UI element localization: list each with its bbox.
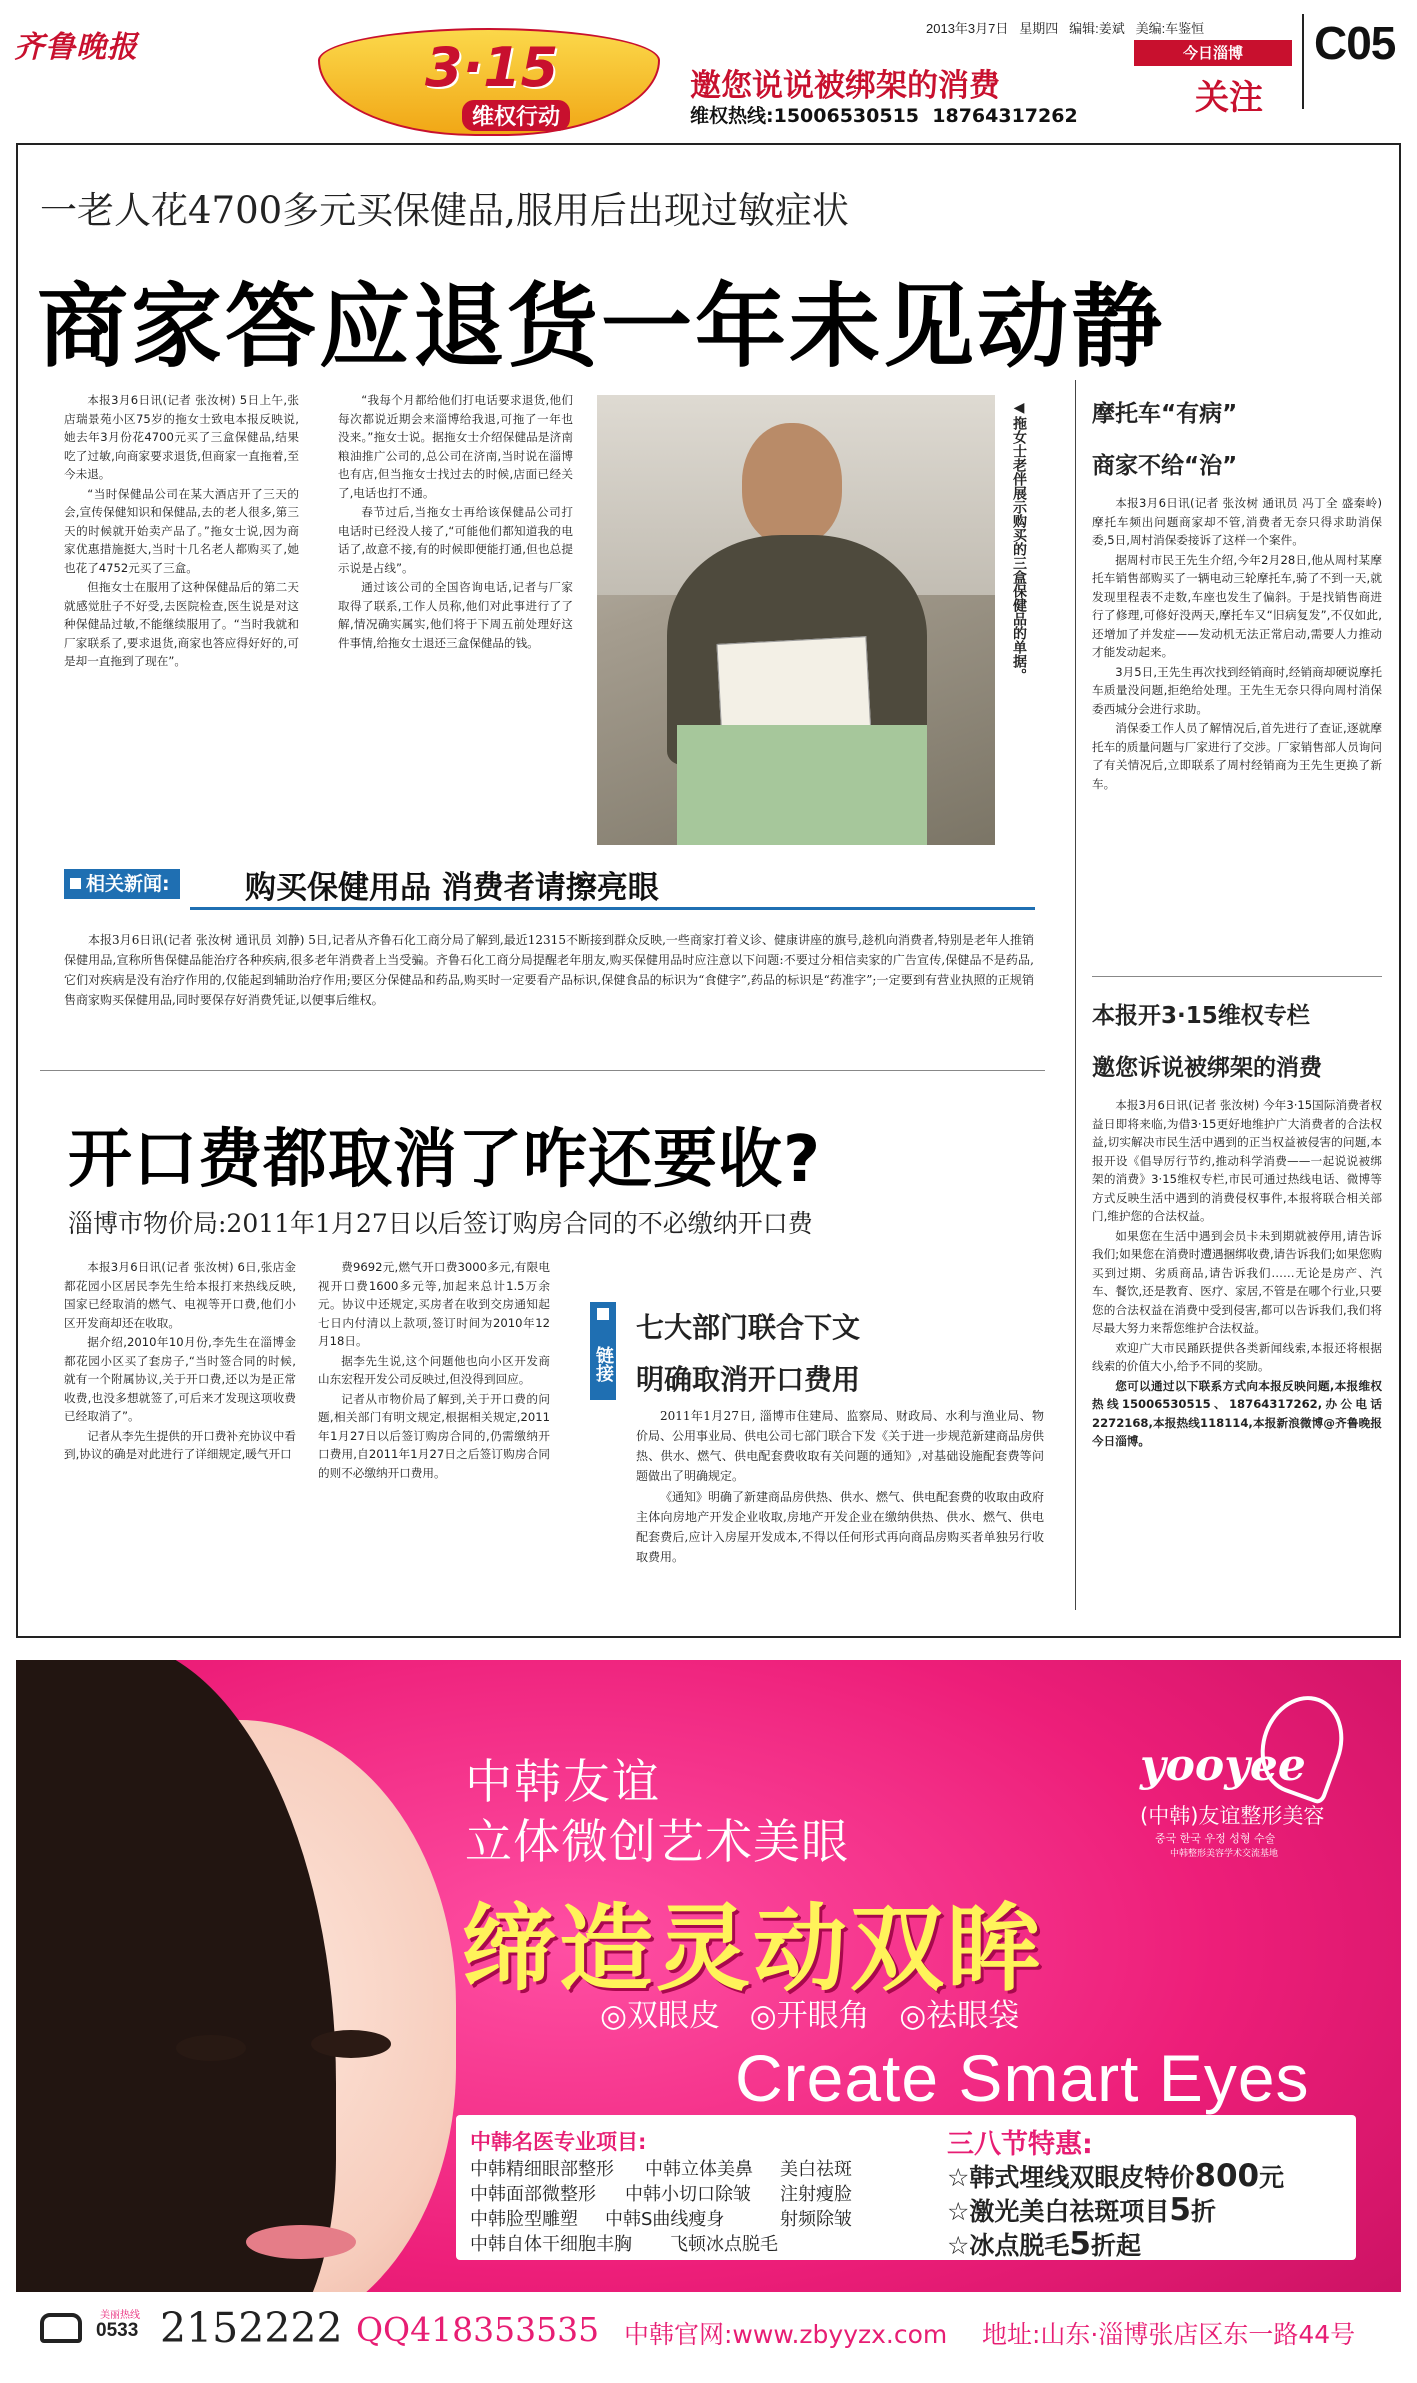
- model-eye: [176, 2035, 246, 2061]
- project-item: 中韩脸型雕塑: [470, 2209, 578, 2230]
- promo-text: ☆韩式埋线双眼皮特价: [947, 2163, 1195, 2192]
- story1-col1: [64, 391, 299, 831]
- model-eye: [311, 2030, 391, 2058]
- banner-campaign: 维权行动: [462, 100, 570, 131]
- promo-value: 5: [1069, 2226, 1091, 2262]
- qq-number: QQ418353535: [356, 2310, 600, 2349]
- paragraph: 消保委工作人员了解情况后,首先进行了查证,逐就摩托车的质量问题与厂家进行了交涉。厂家销售部人员询问了有关情况后,立即联系了周村经销商为王先生更换了新车。: [1092, 721, 1382, 791]
- masthead-divider: [1302, 14, 1304, 109]
- related-headline: 购买保健用品 消费者请擦亮眼: [245, 870, 659, 906]
- project-row: [470, 2232, 900, 2257]
- brand-logo: yooyee: [1140, 1740, 1306, 1791]
- photo-caption: ◀拖女士老伴展示购买的三盒保健品的单据。: [1011, 400, 1027, 682]
- related-body: 本报3月6日讯(记者 张汝树 通讯员 刘静) 5日,记者从齐鲁石化工商分局了解到,最近12315不断接到群众反映,一些商家打着义诊、健康讲座的旗号,趁机向消费者,特别是老年人推销保健用品,宣称所售保健品能治疗各种疾病,很多老年消费者上当受骗。齐鲁石化工商分局提醒老年朋友,购买保健用品时应注意以下问题:不要过分相信卖家的广告宣传,保健品不是药品,它们对疾病是没有治疗作用的,仅能起到辅助治疗作用;要区分保健品和药品,购买时一定要看产品标识,保健食品的标识为“食健字”,药品的标识是“药准字”;一定要到有营业执照的正规销售商家购买保健用品,同时要保存好消费凭证,以便事后维权。: [64, 933, 1034, 1007]
- col315-headline1: 本报开3·15维权专栏: [1092, 1003, 1310, 1029]
- paragraph: 如果您在生活中遇到会员卡未到期就被停用,请告诉我们;如果您在消费时遭遇捆绑收费,请告诉我们;如果您购买到过期、劣质商品,请告诉我们……无论是房产、汽车、餐饮,还是教育、医疗、家居,不管是在哪个行业,只要您的合法权益在消费中受到侵害,都可以告诉我们,我们将尽最大努力来帮您维护合法权益。: [1092, 1228, 1382, 1335]
- paragraph: 据周村市民王先生介绍,今年2月28日,他从周村某摩托车销售部购买了一辆电动三轮摩托车,骑了不到一天,就发现里程表不走数,车座也发生了偏斜。于是找销售商进行了修理,可修好没两天,摩托车又“旧病复发”,不仅如此,还增加了并发症——发动机无法正常启动,需要人力推动才能发动起来。: [1092, 552, 1382, 659]
- banner-hotline: 维权热线:15006530515 18764317262: [690, 105, 1078, 127]
- ad-big-slogan: 缔造灵动双眸: [462, 1895, 1045, 2004]
- projects-list: [470, 2157, 900, 2257]
- paragraph: 记者从市物价局了解到,关于开口费的问题,相关部门有明文规定,根据相关规定,2011年1月27日以后签订购房合同的,仍需缴纳开口费用,自2011年1月27日之后签订购房合同的则不必缴纳开口费用。: [318, 1391, 550, 1480]
- project-item: 中韩自体干细胞丰胸: [470, 2234, 632, 2255]
- col315-body: [1092, 1096, 1382, 1616]
- ad-line2: 立体微创艺术美眼: [465, 1815, 849, 1870]
- paragraph: 2011年1月27日, 淄博市住建局、监察局、财政局、水利与渔业局、物价局、公用事业局、供电公司七部门联合下发《关于进一步规范新建商品房供热、供水、燃气、供电配套费收取有关问题的通知》,对基础设施配套费等问题做出了明确规定。: [636, 1409, 1044, 1483]
- photo-man-head: [742, 423, 842, 545]
- ad-option: ◎祛眼袋: [899, 1998, 1020, 2034]
- paragraph: 记者从李先生提供的开口费补充协议中看到,协议的确是对此进行了详细规定,暖气开口: [64, 1428, 296, 1461]
- promo-title: 三八节特惠:: [947, 2129, 1093, 2160]
- promo-value: 800: [1194, 2158, 1260, 2194]
- phone-small: 美丽热线: [100, 2310, 140, 2321]
- link-headline2: 明确取消开口费用: [636, 1363, 861, 1396]
- paragraph: “当时保健品公司在某大酒店开了三天的会,宣传保健知识和保健品,去的老人很多,第三天的时候就开始卖产品了。”拖女士说,因为商家优惠措施挺大,当时十几名老人都购买了,她也花了4752元买了三盒。: [64, 486, 299, 575]
- story1-headline: 商家答应退货一年未见动静: [37, 275, 1166, 380]
- link-tag-icon: [597, 1308, 609, 1320]
- story1-kicker: 一老人花4700多元买保健品,服用后出现过敏症状: [40, 189, 849, 232]
- col315-headline2: 邀您诉说被绑架的消费: [1092, 1055, 1322, 1081]
- promo-unit: 元: [1259, 2163, 1285, 2192]
- related-tag: 相关新闻:: [64, 869, 180, 899]
- project-item: 中韩精细眼部整形: [470, 2159, 614, 2180]
- motor-headline2: 商家不给“治”: [1092, 453, 1238, 479]
- paper-name: 齐鲁晚报: [14, 30, 138, 65]
- issue-date: 2013年3月7日: [926, 21, 1009, 36]
- address: 地址:山东·淄博张店区东一路44号: [982, 2320, 1356, 2349]
- news-photo: [597, 395, 995, 845]
- brand-small: 中韩整形美容学术交流基地: [1170, 1849, 1279, 1859]
- phone-number: 2152222: [160, 2304, 343, 2352]
- project-row: [470, 2182, 900, 2207]
- paragraph: 《通知》明确了新建商品房供热、供水、燃气、供电配套费的收取由政府主体向房地产开发企业收取,房地产开发企业在缴纳供热、供水、燃气、供电配套费后,应计入房屋开发成本,不得以任何形式再向商品房购买者单独另行收取费用。: [636, 1490, 1044, 1564]
- story2-headline: 开口费都取消了咋还要收?: [68, 1123, 822, 1197]
- banner-315-number: 3·15: [425, 36, 559, 99]
- project-item: 射频除皱: [780, 2209, 852, 2230]
- project-item: 美白祛斑: [780, 2159, 852, 2180]
- motor-body: [1092, 494, 1382, 950]
- rule: [40, 1070, 1045, 1071]
- paragraph: 春节过后,当拖女士再给该保健品公司打电话时已经没人接了,“可能他们都知道我的电话了,故意不接,有的时候即便能打通,但也总提示说是占线”。: [338, 505, 573, 575]
- ad-option: ◎双眼皮: [600, 1998, 721, 2034]
- rule: [1092, 976, 1382, 977]
- phone-area: 0533: [96, 2320, 139, 2341]
- project-item: 中韩面部微整形: [470, 2184, 596, 2205]
- project-item: 注射瘦脸: [780, 2184, 852, 2205]
- link-tag: 链接: [590, 1302, 616, 1400]
- projects-title: 中韩名医专业项目:: [470, 2130, 647, 2154]
- project-item: 飞顿冰点脱毛: [670, 2234, 778, 2255]
- paragraph: 通过该公司的全国咨询电话,记者与厂家取得了联系,工作人员称,他们对此事进行了了解,情况确实属实,他们将于下周五前处理好这件事情,给拖女士退还三盒保健品的钱。: [338, 580, 573, 650]
- rule: [190, 907, 1035, 910]
- section-tag: 今日淄博: [1134, 40, 1292, 66]
- project-row: [470, 2157, 900, 2182]
- banner-slogan: 邀您说说被绑架的消费: [690, 68, 1000, 104]
- photo-boxes: [677, 725, 927, 845]
- model-lips: [246, 2225, 356, 2259]
- link-headline1: 七大部门联合下文: [636, 1311, 861, 1344]
- phone-icon: [40, 2313, 82, 2343]
- paragraph: 您可以通过以下联系方式向本报反映问题,本报维权热线15006530515、18764317262,办公电话2272168,本报热线118114,本报新浪微博@齐鲁晚报今日淄博。: [1092, 1378, 1382, 1448]
- paragraph: 本报3月6日讯(记者 张汝树) 5日上午,张店瑞景苑小区75岁的拖女士致电本报反映说,她去年3月份花4700元买了三盒保健品,结果吃了过敏,向商家要求退货,但商家一直拖着,至今未退。: [64, 393, 299, 481]
- right-column-rule: [1075, 380, 1076, 1610]
- brand-korean: 중국 한국 우정 성형 수술: [1155, 1832, 1276, 1845]
- paragraph: 费9692元,燃气开口费3000多元,有限电视开口费1600多元等,加起来总计1.5万余元。协议中还规定,买房者在收到交房通知起七日内付清以上款项,签订时间为2010年12月18日。: [318, 1260, 550, 1348]
- promo-item: [947, 2160, 1284, 2194]
- paragraph: 本报3月6日讯(记者 张汝树 通讯员 冯丁全 盛秦岭) 摩托车频出问题商家却不管,消费者无奈只得求助消保委,5日,周村消保委接诉了这样一个案件。: [1092, 496, 1382, 547]
- paragraph: “我每个月都给他们打电话要求退货,他们每次都说近期会来淄博给我退,可拖了一年也没来。”拖女士说。据拖女士介绍保健品是济南粮油推广公司的,总公司在济南,当时说在淄博也有店,但当拖女士找过去的时候,店面已经关了,电话也打不通。: [338, 393, 573, 500]
- ad-option: ◎开眼角: [749, 1998, 870, 2034]
- paragraph: 欢迎广大市民踊跃提供各类新闻线索,本报还将根据线索的价值大小,给予不同的奖励。: [1092, 1340, 1382, 1373]
- story2-subhead: 淄博市物价局:2011年1月27日以后签订购房合同的不必缴纳开口费: [68, 1209, 813, 1238]
- promo-list: [947, 2160, 1284, 2262]
- paragraph: 本报3月6日讯(记者 张汝树) 6日,张店金都花园小区居民李先生给本报打来热线反映,国家已经取消的燃气、电视等开口费,他们小区开发商却还在收取。: [64, 1260, 296, 1330]
- link-body: [636, 1406, 1044, 1611]
- promo-value: 5: [1169, 2192, 1191, 2228]
- promo-text: ☆冰点脱毛: [947, 2231, 1070, 2260]
- promo-unit: 折: [1191, 2197, 1217, 2226]
- project-item: 中韩小切口除皱: [625, 2184, 751, 2205]
- project-item: 中韩立体美鼻: [645, 2159, 753, 2180]
- promo-item: [947, 2228, 1284, 2262]
- paragraph: 3月5日,王先生再次找到经销商时,经销商却硬说摩托车质量没问题,拒绝给处理。王先生无奈只得向周村消保委西城分会进行求助。: [1092, 664, 1382, 716]
- paragraph: 据介绍,2010年10月份,李先生在淄博金都花园小区买了套房子,“当时签合同的时候,就有一个附属协议,关于开口费,还以为是正常收费,也没多想就签了,可后来才发现这项收费已经取消了”。: [64, 1335, 296, 1423]
- promo-unit: 折起: [1091, 2231, 1142, 2260]
- project-item: 中韩S曲线瘦身: [605, 2209, 725, 2230]
- ad-english-slogan: Create Smart Eyes: [735, 2041, 1310, 2115]
- related-tag-icon: [70, 878, 81, 889]
- brand-name: (中韩)友谊整形美容: [1140, 1804, 1325, 1828]
- paragraph: 据李先生说,这个问题他也向小区开发商山东宏程开发公司反映过,但没得到回应。: [318, 1353, 550, 1386]
- designer-credit: 美编:车鉴恒: [1135, 21, 1205, 36]
- website: 中韩官网:www.zbyyzx.com: [624, 2320, 948, 2349]
- paragraph: 本报3月6日讯(记者 张汝树) 今年3·15国际消费者权益日即将来临,为借3·15更好地维护广大消费者的合法权益,切实解决市民生活中遇到的正当权益被侵害的问题,本报开设《倡导厉行节约,推动科学消费——一起说说被绑架的消费》3·15维权专栏,市民可通过热线电话、微博等方式反映生活中遇到的消费侵权事件,本报将联合相关部门,维护您的合法权益。: [1092, 1098, 1382, 1223]
- paragraph: 但拖女士在服用了这种保健品后的第二天就感觉肚子不好受,去医院检查,医生说是对这种保健品过敏,不能继续服用了。“当时我就和厂家联系了,要求退货,商家也答应得好好的,可是却一直拖到了现在”。: [64, 580, 299, 668]
- story1-col2: [338, 391, 573, 831]
- focus-label: 关注: [1195, 78, 1263, 118]
- story2-col1: [64, 1258, 296, 1613]
- project-row: [470, 2207, 900, 2232]
- editor-credit: 编辑:姜斌: [1069, 21, 1125, 36]
- promo-text: ☆激光美白祛斑项目: [947, 2197, 1170, 2226]
- page-number: C05: [1314, 17, 1396, 69]
- ad-line1: 中韩友谊: [465, 1755, 661, 1810]
- issue-weekday: 星期四: [1019, 21, 1059, 36]
- motor-headline1: 摩托车“有病”: [1092, 401, 1238, 427]
- promo-item: [947, 2194, 1284, 2228]
- story2-col2: [318, 1258, 550, 1613]
